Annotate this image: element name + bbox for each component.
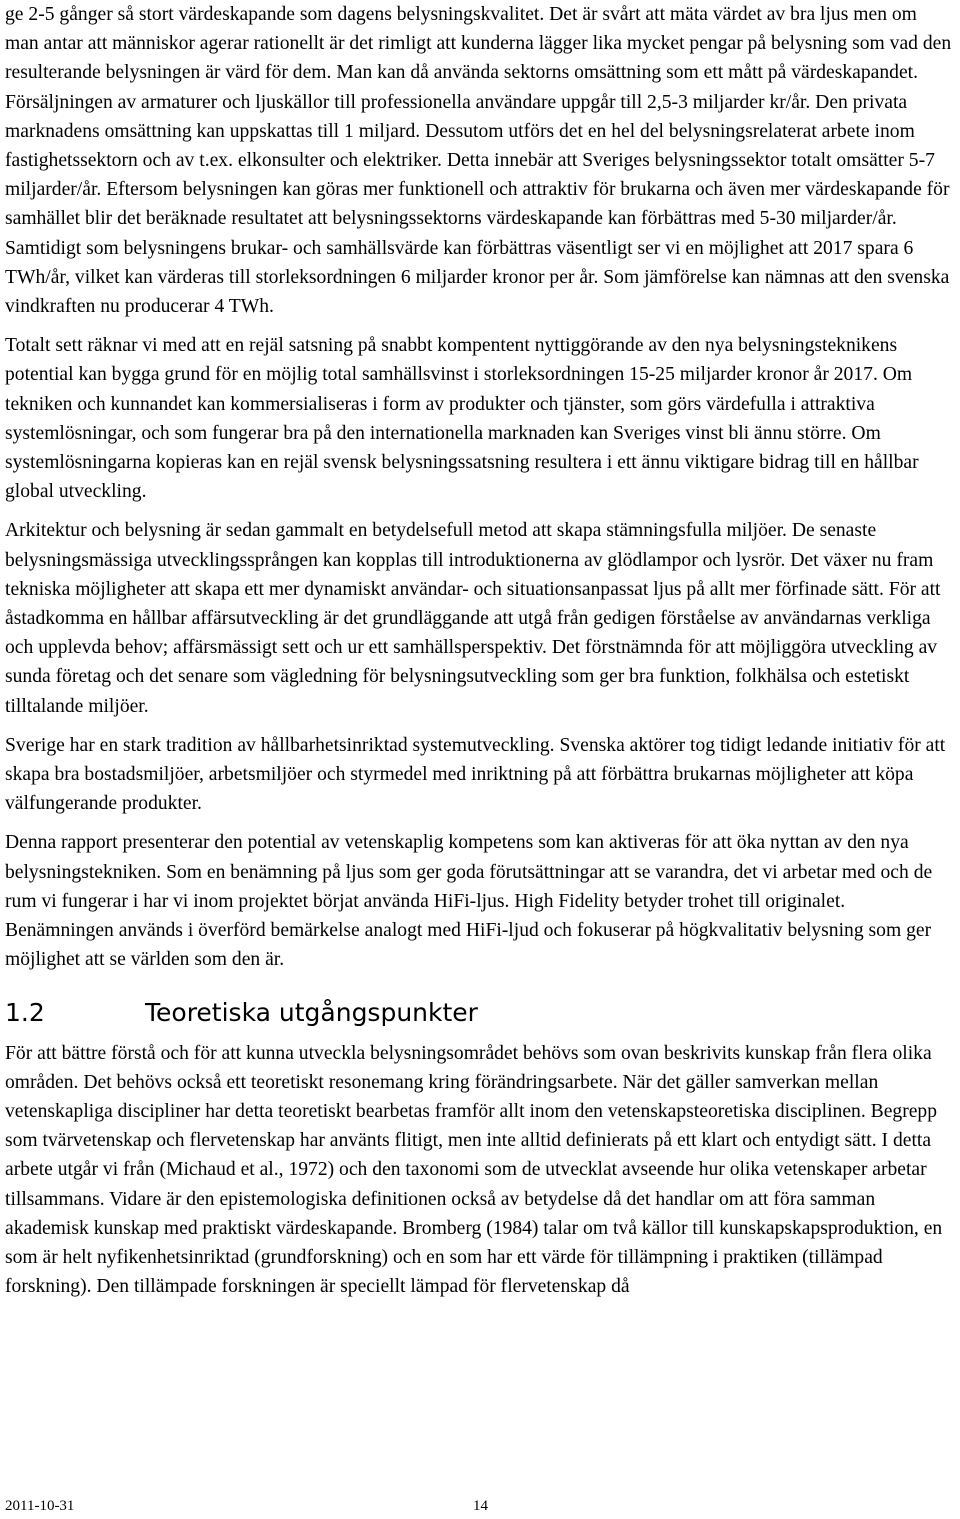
paragraph: Sverige har en stark tradition av hållbarhetsinriktad systemutveckling. Svenska aktörer tog tidigt ledande initiativ för att skapa bra bostadsmiljöer, arbetsmiljöer och styrmedel med inriktning på att förbättra brukarnas möjligheter att köpa välfungerande produkter. — [5, 734, 946, 815]
paragraph: För att bättre förstå och för att kunna utveckla belysningsområdet behövs som ovan beskrivits kunskap från flera olika områden. Det behövs också ett teoretiskt resonemang kring förändringsarbete. När det gäller samverkan mellan vetenskapliga discipliner har detta teoretiskt bearbetas framför allt inom den vetenskapsteoretiska disciplinen. Begrepp som tvärvetenskap och flervetenskap har använts flitigt, men inte alltid definierats på ett klart och entydigt sätt. I detta arbete utgår vi från (Michaud et al., 1972) och den taxonomi som de utvecklat avseende hur olika vetenskaper arbetar tillsammans. Vidare är den epistemologiska definitionen också av betydelse då det handlar om att föra samman akademisk kunskap med praktiskt värdeskapande. Bromberg (1984) talar om två källor till kunskapskapsproduktion, en som är helt nyfikenhetsinriktad (grundforskning) och en som har ett värde för tillämpning i praktiken (tillämpad forskning). Den tillämpade forskningen är speciellt lämpad för flervetenskap då — [5, 1042, 943, 1298]
section-heading — [5, 997, 955, 1029]
footer-date: 2011-10-31 — [5, 1498, 75, 1514]
page-number: 14 — [473, 1498, 488, 1514]
paragraph: Arkitektur och belysning är sedan gammalt en betydelsefull metod att skapa stämningsfulla miljöer. De senaste belysningsmässiga utvecklingssprången kan kopplas till introduktionerna av glödlampor och lysrör. Det växer nu fram tekniska möjligheter att skapa ett mer dynamiskt användar- och situationsanpassat ljus på allt mer förfinade sätt. För att åstadkomma en hållbar affärsutveckling är det grundläggande att utgå från gedigen förståelse av användarnas verkliga och upplevda behov; affärsmässigt sett och ur ett samhällsperspektiv. Det förstnämnda för att möjliggöra utveckling av sunda företag och det senare som vägledning för belysningsutveckling som ger bra funktion, folkhälsa och estetiskt tilltalande miljöer. — [5, 520, 941, 717]
paragraph: Totalt sett räknar vi med att en rejäl satsning på snabbt kompentent nyttiggörande av den nya belysningsteknikens potential kan bygga grund för en möjlig total samhällsvinst i storleksordningen 15-25 miljarder kronor år 2017. Om tekniken och kunnandet kan kommersialiseras i form av produkter och tjänster, som görs värdefulla i attraktiva systemlösningar, och som fungerar bra på den internationella marknaden kan Sveriges vinst bli ännu större. Om systemlösningarna kopieras kan en rejäl svensk belysningssatsning resultera i ett ännu viktigare bidrag till en hållbar global utveckling. — [5, 335, 919, 503]
paragraph: ge 2-5 gånger så stort värdeskapande som dagens belysningskvalitet. Det är svårt att mäta värdet av bra ljus men om man antar att människor agerar rationellt är det rimligt att kunderna lägger lika mycket pengar på belysning som vad den resulterande belysningen är värd för dem. Man kan då använda sektorns omsättning som ett mått på värdeskapandet. Försäljningen av armaturer och ljuskällor till professionella användare uppgår till 2,5-3 miljarder kr/år. Den privata marknadens omsättning kan uppskattas till 1 miljard. Dessutom utförs det en hel del belysningsrelaterat arbete inom fastighetssektorn och av t.ex. elkonsulter och elektriker. Detta innebär att Sveriges belysningssektor totalt omsätter 5-7 miljarder/år. Eftersom belysningen kan göras mer funktionell och attraktiv för brukarna och även mer värdeskapande för samhället blir det beräknade resultatet att belysningssektorns värdeskapande kan förbättras med 5-30 miljarder/år. Samtidigt som belysningens brukar- och samhällsvärde kan förbättras väsentligt ser vi en möjlighet att 2017 spara 6 TWh/år, vilket kan värderas till storleksordningen 6 miljarder kronor per år. Som jämförelse kan nämnas att den svenska vindkraften nu producerar 4 TWh. — [5, 4, 952, 318]
page-footer — [5, 1498, 955, 1518]
section-title: Teoretiska utgångspunkter — [145, 997, 478, 1027]
paragraph: Denna rapport presenterar den potential av vetenskaplig kompetens som kan aktiveras för att öka nyttan av den nya belysningstekniken. Som en benämning på ljus som ger goda förutsättningar att se varandra, det vi arbetar med och de rum vi fungerar i har vi inom projektet börjat använda HiFi-ljus. High Fidelity betyder trohet till originalet. Benämningen används i överförd bemärkelse analogt med HiFi-ljud och fokuserar på högkvalitativ belysning som ger möjlighet att se världen som den är. — [5, 832, 933, 971]
document-page — [5, 0, 955, 1301]
section-number: 1.2 — [5, 997, 45, 1027]
